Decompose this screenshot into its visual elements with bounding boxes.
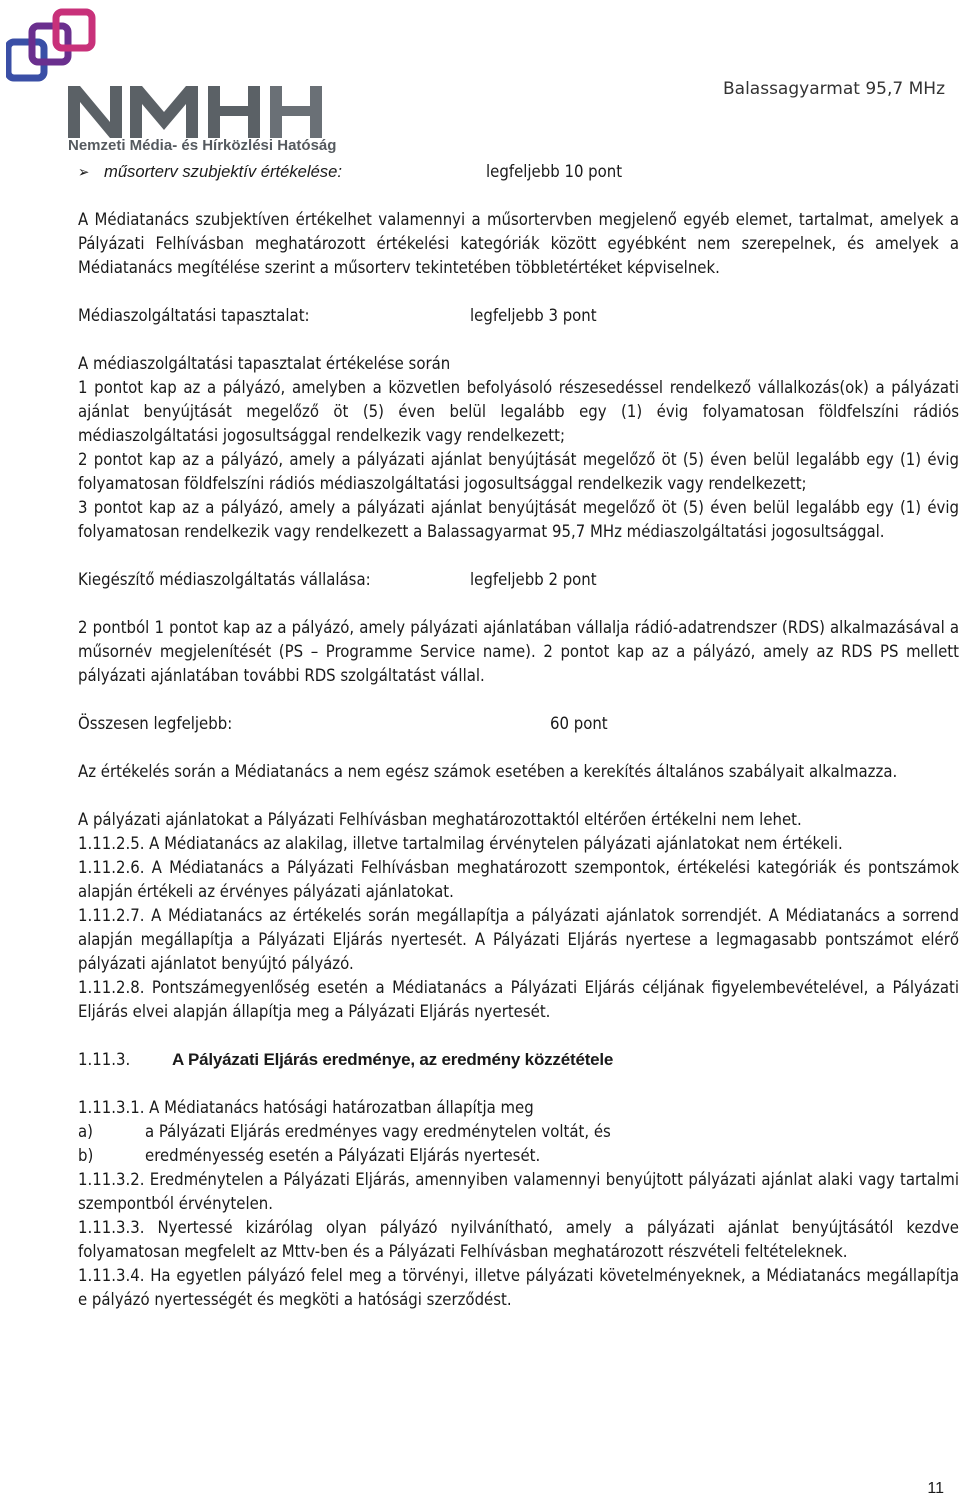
subjective-label: műsorterv szubjektív értékelése:: [104, 162, 342, 181]
experience-label: Médiaszolgáltatási tapasztalat:: [78, 306, 310, 325]
experience-score-row: [78, 304, 959, 328]
experience-intro: A médiaszolgáltatási tapasztalat értékelése során: [78, 354, 451, 373]
subjective-value: legfeljebb 10 pont: [486, 162, 623, 181]
experience-value: legfeljebb 3 pont: [470, 306, 597, 325]
section-1-11-3-4: 1.11.3.4. Ha egyetlen pályázó felel meg a törvényi, illetve pályázati követelményeknek, a Médiatanács megállapítja e pályázó nyertességét és megköti a hatósági szerződést.: [78, 1266, 959, 1309]
experience-p2: 2 pontot kap az a pályázó, amely a pályázati ajánlat benyújtását megelőző öt (5) éven belül legalább egy (1) évig folyamatosan földfelszíni rádiós médiaszolgáltatási jogosultsággal rendelkezik vagy rendelkezett;: [78, 450, 959, 493]
section-1-11-2-6: 1.11.2.6. A Médiatanács a Pályázati Felhívásban meghatározott szempontok, értékelési kategóriák és pontszámok alapján értékeli az érvényes pályázati ajánlatokat.: [78, 858, 959, 901]
nmhh-logo: [6, 8, 366, 158]
section-1-11-3-1: 1.11.3.1. A Médiatanács hatósági határozatban állapítja meg: [78, 1098, 534, 1117]
list-item-text: a Pályázati Eljárás eredményes vagy eredménytelen voltát, és: [145, 1122, 611, 1141]
section-1-11-3-2: 1.11.3.2. Eredménytelen a Pályázati Eljárás, amennyiben valamennyi benyújtott pályázati ajánlat alaki vagy tartalmi szempontból érvénytelen.: [78, 1170, 959, 1213]
no-deviation-text: A pályázati ajánlatokat a Pályázati Felhívásban meghatározottaktól eltérően értékelni nem lehet.: [78, 810, 802, 829]
experience-p1: 1 pontot kap az a pályázó, amelyben a közvetlen befolyásoló részesedéssel rendelkező vállalkozás(ok) a pályázati ajánlat benyújtását megelőző öt (5) éven belül legalább egy (1) évig folyamatosan földfelszíni rádiós médiaszolgáltatási jogosultsággal rendelkezik vagy rendelkezett;: [78, 378, 959, 445]
supplementary-score-row: [78, 568, 959, 592]
list-item-label: a): [78, 1122, 93, 1141]
supplementary-label: Kiegészítő médiaszolgáltatás vállalása:: [78, 570, 371, 589]
supplementary-value: legfeljebb 2 pont: [470, 570, 597, 589]
total-label: Összesen legfeljebb:: [78, 714, 233, 733]
subjective-text: A Médiatanács szubjektíven értékelhet valamennyi a műsortervben megjelenő egyéb elemet, tartalmat, amelyek a Pályázati Felhívásban meghatározott értékelési kategóriák között egyébként nem szerepelnek, és amelyek a Médiatanács megítélése szerint a műsorterv tekintetében többletértéket képviselnek.: [78, 210, 959, 277]
station-header: Balassagyarmat 95,7 MHz: [723, 79, 945, 99]
section-1-11-3-3: 1.11.3.3. Nyertessé kizárólag olyan pályázó nyilvánítható, amely a pályázati ajánlat benyújtásától kezdve folyamatosan megfelelt az Mttv-ben és a Pályázati Felhívásban meghatározott részvételi feltételeknek.: [78, 1218, 959, 1261]
list-item-a: [78, 1120, 959, 1144]
total-score-row: [78, 712, 959, 736]
experience-p3: 3 pontot kap az a pályázó, amely a pályázati ajánlat benyújtását megelőző öt (5) éven belül legalább egy (1) évig folyamatosan rendelkezik vagy rendelkezett a Balassagyarmat 95,7 MHz médiaszolgáltatási jogosultsággal.: [78, 498, 959, 541]
section-1-11-2-5: 1.11.2.5. A Médiatanács az alakilag, illetve tartalmilag érvénytelen pályázati ajánlatokat nem értékeli.: [78, 834, 843, 853]
heading-title: A Pályázati Eljárás eredménye, az eredmény közzététele: [172, 1050, 614, 1069]
list-item-text: eredményesség esetén a Pályázati Eljárás nyertesét.: [145, 1146, 541, 1165]
rounding-text: Az értékelés során a Médiatanács a nem egész számok esetében a kerekítés általános szabályait alkalmazza.: [78, 762, 898, 781]
supplementary-text: 2 pontból 1 pontot kap az a pályázó, amely pályázati ajánlatában vállalja rádió-adatrendszer (RDS) alkalmazásával a műsornév megjelenítését (PS – Programme Service name). 2 pontot kap az a pályázó, amely az RDS PS mellett pályázati ajánlatában további RDS szolgáltatást vállal.: [78, 618, 959, 685]
section-heading-1-11-3: [78, 1048, 959, 1072]
subjective-score-row: [78, 160, 959, 184]
logo-squares-icon: [8, 12, 92, 78]
document-body: [78, 160, 959, 1312]
page-number: 11: [927, 1480, 944, 1497]
arrow-bullet-icon: ➢: [78, 163, 90, 181]
section-1-11-2-8: 1.11.2.8. Pontszámegyenlőség esetén a Médiatanács a Pályázati Eljárás céljának figyelembevételével, a Pályázati Eljárás elvei alapján állapítja meg a Pályázati Eljárás nyertesét.: [78, 978, 959, 1021]
list-item-label: b): [78, 1146, 94, 1165]
heading-number: 1.11.3.: [78, 1050, 131, 1069]
list-item-b: [78, 1144, 959, 1168]
logo-caption: Nemzeti Média- és Hírközlési Hatóság: [68, 137, 337, 154]
section-1-11-2-7: 1.11.2.7. A Médiatanács az értékelés során megállapítja a pályázati ajánlatok sorrendjét. A Médiatanács a sorrend alapján megállapítja a Pályázati Eljárás nyertesét. A Pályázati Eljárás nyertese a legmagasabb pontszámot elérő pályázati ajánlatot benyújtó pályázó.: [78, 906, 959, 973]
total-value: 60 pont: [550, 714, 608, 733]
logo-letters: [68, 86, 322, 138]
